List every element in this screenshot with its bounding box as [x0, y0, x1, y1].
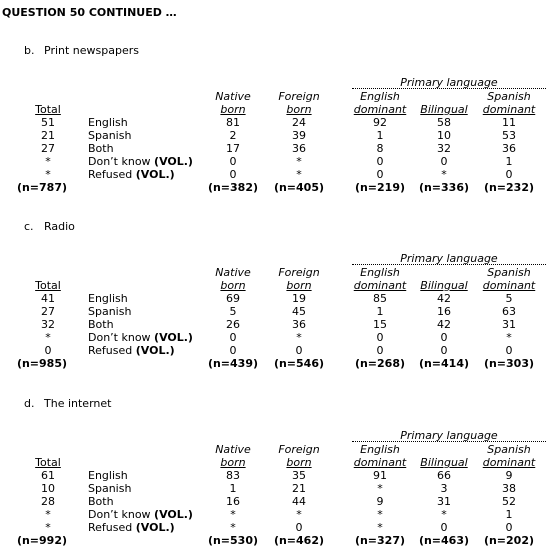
table-cell: 0	[440, 331, 448, 344]
table-cell: 1	[229, 482, 237, 495]
table-cell: *	[296, 155, 302, 168]
primary-language-header: Primary language	[400, 76, 498, 89]
table-cell: 8	[376, 142, 384, 155]
table-cell: *	[441, 508, 447, 521]
row-label-text: Spanish	[88, 305, 132, 318]
table-cell: *	[230, 508, 236, 521]
sample-size: (n=530)	[207, 534, 259, 547]
row-label	[88, 344, 175, 357]
header-native-born: Native	[215, 266, 251, 279]
table-cell: 61	[41, 469, 55, 482]
table-cell: 1	[505, 508, 513, 521]
table-cell: 31	[502, 318, 516, 331]
sample-size: (n=336)	[418, 181, 470, 194]
vol-marker: (VOL.)	[154, 331, 193, 344]
header-foreign-born: Foreign	[278, 266, 320, 279]
row-label-text: Spanish	[88, 129, 132, 142]
header-total: Total	[35, 456, 61, 469]
row-label-text: Don’t know	[88, 155, 151, 168]
header-english-dominant: dominant	[353, 456, 407, 469]
header-spanish-dominant: dominant	[482, 279, 536, 292]
table-cell: 5	[505, 292, 513, 305]
table-cell: 27	[41, 305, 55, 318]
table-cell: 21	[292, 482, 306, 495]
row-label	[88, 305, 131, 318]
table-cell: 0	[440, 344, 448, 357]
row-label-text: Refused	[88, 344, 133, 357]
header-spanish-dominant: Spanish	[487, 266, 531, 279]
sample-size: (n=327)	[354, 534, 406, 547]
sample-size: (n=405)	[273, 181, 325, 194]
primary-language-rule	[352, 264, 546, 265]
table-cell: 85	[373, 292, 387, 305]
table-cell: *	[45, 521, 51, 534]
table-cell: 16	[226, 495, 240, 508]
section-letter: d.	[24, 397, 35, 410]
table-cell: *	[45, 331, 51, 344]
header-english-dominant: English	[360, 90, 400, 103]
table-cell: 10	[41, 482, 55, 495]
table-cell: 0	[376, 344, 384, 357]
header-spanish-dominant: dominant	[482, 456, 536, 469]
header-spanish-dominant: Spanish	[487, 443, 531, 456]
table-cell: 52	[502, 495, 516, 508]
table-cell: 0	[295, 521, 303, 534]
header-bilingual: Bilingual	[420, 279, 468, 292]
table-cell: 21	[41, 129, 55, 142]
row-label	[88, 469, 128, 482]
table-cell: 42	[437, 318, 451, 331]
row-label-text: English	[88, 116, 128, 129]
table-cell: 1	[376, 129, 384, 142]
table-cell: 9	[505, 469, 513, 482]
table-cell: 0	[229, 344, 237, 357]
sample-size: (n=439)	[207, 357, 259, 370]
table-cell: *	[45, 168, 51, 181]
section-letter: c.	[24, 220, 34, 233]
table-cell: 28	[41, 495, 55, 508]
section-name: The internet	[44, 397, 112, 410]
table-cell: 38	[502, 482, 516, 495]
table-cell: 5	[229, 305, 237, 318]
table-cell: 44	[292, 495, 306, 508]
table-cell: 39	[292, 129, 306, 142]
row-label	[88, 292, 128, 305]
table-cell: 81	[226, 116, 240, 129]
table-cell: 27	[41, 142, 55, 155]
section-name: Print newspapers	[44, 44, 139, 57]
row-label-text: English	[88, 292, 128, 305]
table-cell: 35	[292, 469, 306, 482]
table-cell: *	[377, 521, 383, 534]
table-cell: 24	[292, 116, 306, 129]
section-label	[24, 220, 75, 233]
table-cell: *	[230, 521, 236, 534]
vol-marker: (VOL.)	[154, 508, 193, 521]
sample-size: (n=202)	[483, 534, 535, 547]
sample-size: (n=546)	[273, 357, 325, 370]
header-spanish-dominant: dominant	[482, 103, 536, 116]
table-cell: 3	[440, 482, 448, 495]
row-label-text: Refused	[88, 168, 133, 181]
row-label-text: Spanish	[88, 482, 132, 495]
sample-size: (n=414)	[418, 357, 470, 370]
row-label-text: Both	[88, 142, 114, 155]
table-cell: 58	[437, 116, 451, 129]
table-cell: 2	[229, 129, 237, 142]
header-bilingual: Bilingual	[420, 456, 468, 469]
table-cell: 53	[502, 129, 516, 142]
header-total: Total	[35, 279, 61, 292]
header-foreign-born: Foreign	[278, 443, 320, 456]
table-cell: 0	[376, 168, 384, 181]
table-cell: 91	[373, 469, 387, 482]
header-foreign-born: born	[286, 279, 312, 292]
table-cell: 32	[41, 318, 55, 331]
row-label-text: Both	[88, 495, 114, 508]
table-cell: 0	[376, 155, 384, 168]
row-label	[88, 129, 131, 142]
table-cell: 0	[376, 331, 384, 344]
page-title: QUESTION 50 CONTINUED …	[2, 6, 177, 19]
table-cell: *	[296, 508, 302, 521]
header-english-dominant: English	[360, 443, 400, 456]
header-foreign-born: born	[286, 103, 312, 116]
table-cell: 31	[437, 495, 451, 508]
row-label	[88, 521, 175, 534]
table-cell: *	[441, 168, 447, 181]
table-cell: *	[296, 331, 302, 344]
sample-size: (n=303)	[483, 357, 535, 370]
sample-size: (n=985)	[16, 357, 68, 370]
table-cell: 45	[292, 305, 306, 318]
sample-size: (n=382)	[207, 181, 259, 194]
sample-size: (n=219)	[354, 181, 406, 194]
row-label	[88, 482, 131, 495]
row-label-text: Don’t know	[88, 508, 151, 521]
header-native-born: born	[220, 279, 246, 292]
row-label	[88, 168, 175, 181]
header-total: Total	[35, 103, 61, 116]
table-cell: 66	[437, 469, 451, 482]
row-label	[88, 495, 114, 508]
table-cell: *	[45, 155, 51, 168]
table-cell: 0	[295, 344, 303, 357]
table-cell: 92	[373, 116, 387, 129]
table-cell: 0	[44, 344, 52, 357]
row-label-text: English	[88, 469, 128, 482]
table-cell: 83	[226, 469, 240, 482]
table-cell: 0	[229, 331, 237, 344]
sample-size: (n=268)	[354, 357, 406, 370]
table-cell: 42	[437, 292, 451, 305]
table-cell: *	[506, 331, 512, 344]
row-label-text: Don’t know	[88, 331, 151, 344]
header-native-born: Native	[215, 90, 251, 103]
section-letter: b.	[24, 44, 35, 57]
header-foreign-born: Foreign	[278, 90, 320, 103]
vol-marker: (VOL.)	[135, 168, 175, 181]
sample-size: (n=232)	[483, 181, 535, 194]
sample-size: (n=462)	[273, 534, 325, 547]
table-cell: 0	[229, 155, 237, 168]
table-cell: 63	[502, 305, 516, 318]
primary-language-header: Primary language	[400, 429, 498, 442]
row-label	[88, 331, 193, 344]
table-cell: 36	[292, 318, 306, 331]
table-cell: 32	[437, 142, 451, 155]
table-cell: 10	[437, 129, 451, 142]
table-cell: *	[296, 168, 302, 181]
table-cell: *	[377, 482, 383, 495]
section-name: Radio	[44, 220, 75, 233]
header-native-born: born	[220, 103, 246, 116]
row-label	[88, 318, 114, 331]
table-cell: 1	[505, 155, 513, 168]
table-cell: 0	[440, 155, 448, 168]
header-english-dominant: English	[360, 266, 400, 279]
header-spanish-dominant: Spanish	[487, 90, 531, 103]
table-cell: 36	[292, 142, 306, 155]
table-cell: 17	[226, 142, 240, 155]
vol-marker: (VOL.)	[154, 155, 193, 168]
table-cell: 19	[292, 292, 306, 305]
table-cell: 51	[41, 116, 55, 129]
table-cell: 36	[502, 142, 516, 155]
row-label	[88, 142, 114, 155]
table-cell: *	[377, 508, 383, 521]
row-label	[88, 508, 193, 521]
table-cell: 0	[229, 168, 237, 181]
table-cell: 41	[41, 292, 55, 305]
row-label	[88, 116, 128, 129]
sample-size: (n=463)	[418, 534, 470, 547]
primary-language-rule	[352, 441, 546, 442]
header-english-dominant: dominant	[353, 103, 407, 116]
header-foreign-born: born	[286, 456, 312, 469]
table-cell: 0	[505, 521, 513, 534]
table-cell: *	[45, 508, 51, 521]
table-cell: 69	[226, 292, 240, 305]
primary-language-rule	[352, 88, 546, 89]
sample-size: (n=787)	[16, 181, 68, 194]
table-cell: 26	[226, 318, 240, 331]
vol-marker: (VOL.)	[135, 344, 175, 357]
primary-language-header: Primary language	[400, 252, 498, 265]
header-english-dominant: dominant	[353, 279, 407, 292]
sample-size: (n=992)	[16, 534, 68, 547]
table-cell: 9	[376, 495, 384, 508]
table-cell: 11	[502, 116, 516, 129]
row-label-text: Both	[88, 318, 114, 331]
table-cell: 16	[437, 305, 451, 318]
table-cell: 0	[440, 521, 448, 534]
row-label-text: Refused	[88, 521, 133, 534]
section-label	[24, 44, 139, 57]
header-bilingual: Bilingual	[420, 103, 468, 116]
table-cell: 0	[505, 168, 513, 181]
section-label	[24, 397, 111, 410]
table-cell: 15	[373, 318, 387, 331]
vol-marker: (VOL.)	[135, 521, 175, 534]
table-cell: 0	[505, 344, 513, 357]
header-native-born: born	[220, 456, 246, 469]
row-label	[88, 155, 193, 168]
header-native-born: Native	[215, 443, 251, 456]
table-cell: 1	[376, 305, 384, 318]
